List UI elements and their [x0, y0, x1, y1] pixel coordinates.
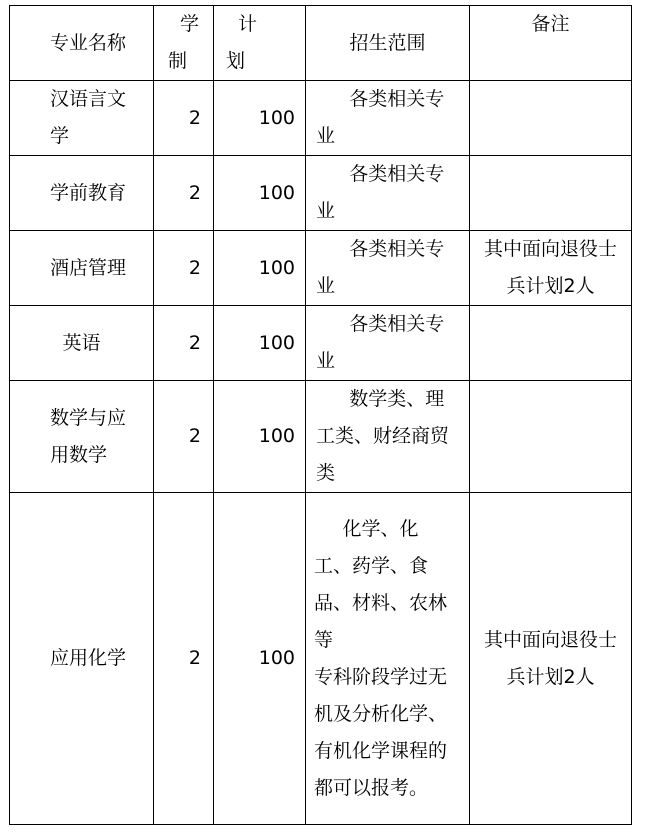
scope-cell: [306, 493, 470, 825]
note-cell: 其中面向退役士兵计划2人: [470, 231, 632, 306]
table-row: [10, 493, 632, 825]
note-cell: [470, 381, 632, 493]
table-header-row: [10, 6, 632, 81]
major-name-cell: 酒店管理: [10, 231, 154, 306]
plan-cell: 100: [214, 493, 306, 825]
admissions-table: [9, 5, 632, 825]
table-row: [10, 306, 632, 381]
plan-cell: 100: [214, 231, 306, 306]
duration-cell: 2: [154, 156, 214, 231]
header-plan: [214, 6, 306, 81]
table-row: [10, 81, 632, 156]
table-row: [10, 381, 632, 493]
duration-cell: 2: [154, 306, 214, 381]
plan-cell: 100: [214, 81, 306, 156]
duration-cell: 2: [154, 81, 214, 156]
header-duration-line2: 制: [168, 50, 188, 72]
plan-cell: 100: [214, 156, 306, 231]
major-name-cell: 英语: [10, 306, 154, 381]
scope-requirement-text: 专科阶段学过无机及分析化学、有机化学课程的都可以报考。: [314, 665, 448, 799]
major-name-cell: 数学与应用数学: [10, 381, 154, 493]
duration-cell: 2: [154, 493, 214, 825]
scope-cell: 各类相关专业: [306, 306, 470, 381]
table-row: [10, 156, 632, 231]
header-plan-line1: 计: [238, 13, 258, 35]
header-duration: [154, 6, 214, 81]
table-row: [10, 231, 632, 306]
note-cell: 其中面向退役士兵计划2人: [470, 493, 632, 825]
note-cell: [470, 156, 632, 231]
note-cell: [470, 81, 632, 156]
duration-cell: 2: [154, 231, 214, 306]
scope-cell: 各类相关专业: [306, 231, 470, 306]
duration-cell: 2: [154, 381, 214, 493]
note-cell: [470, 306, 632, 381]
scope-cell: 各类相关专业: [306, 81, 470, 156]
header-major-name: 专业名称: [10, 6, 154, 81]
plan-cell: 100: [214, 381, 306, 493]
major-name-cell: 汉语言文学: [10, 81, 154, 156]
plan-cell: 100: [214, 306, 306, 381]
scope-fields-text: 化学、化工、药学、食品、材料、农林等: [314, 517, 448, 651]
header-note: 备注: [470, 6, 632, 81]
header-scope: 招生范围: [306, 6, 470, 81]
scope-cell: 各类相关专业: [306, 156, 470, 231]
major-name-cell: 学前教育: [10, 156, 154, 231]
admissions-table-container: [9, 5, 632, 825]
header-plan-line2: 划: [226, 50, 246, 72]
scope-cell: 数学类、理工类、财经商贸类: [306, 381, 470, 493]
header-duration-line1: 学: [179, 13, 199, 35]
major-name-cell: 应用化学: [10, 493, 154, 825]
